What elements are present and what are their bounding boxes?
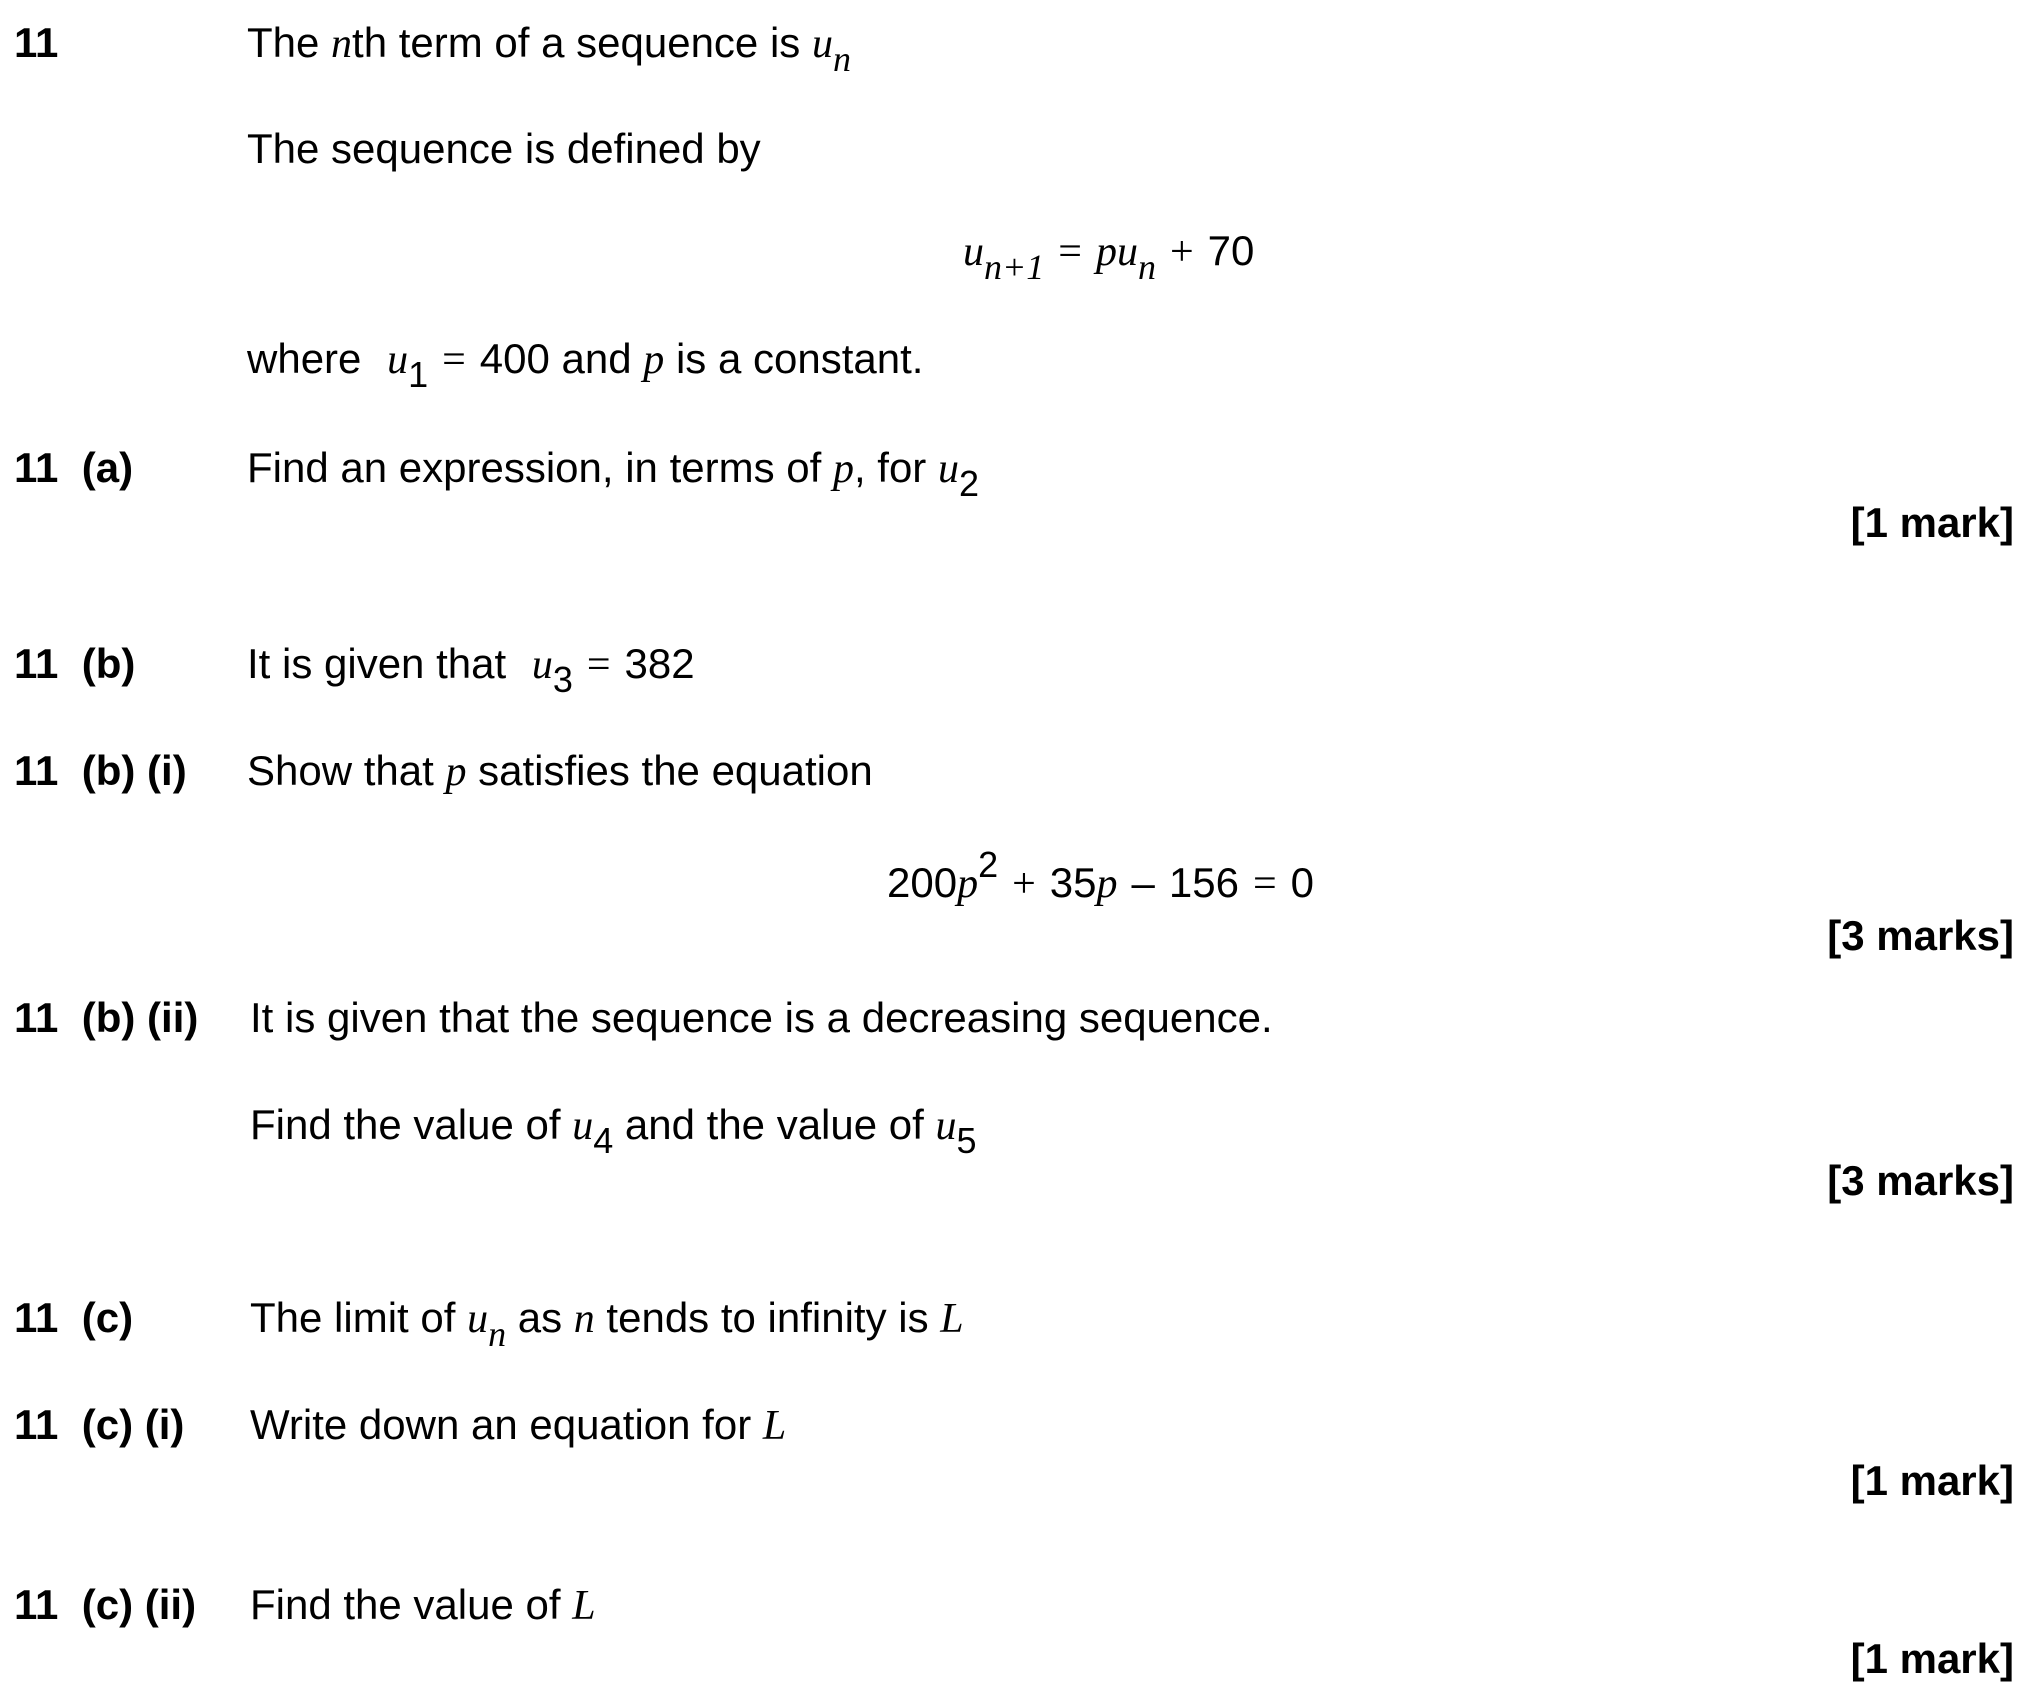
question-number: 11 bbox=[14, 19, 59, 66]
part-number: 11 bbox=[14, 1401, 59, 1448]
part-c-i-text bbox=[250, 1401, 787, 1449]
part-number: 11 bbox=[14, 640, 59, 687]
math-subscript: n bbox=[488, 1314, 507, 1354]
math-subscript: n+1 bbox=[984, 247, 1045, 287]
quadratic-equation bbox=[887, 844, 1314, 907]
recurrence-equation bbox=[963, 227, 1255, 287]
math-L: L bbox=[572, 1583, 596, 1629]
math-equals: = bbox=[1058, 229, 1082, 275]
question-text: Find the value of bbox=[250, 1581, 573, 1628]
math-L: L bbox=[940, 1296, 964, 1342]
part-a-marks: [1 mark] bbox=[1850, 499, 2014, 546]
math-number: 35 bbox=[1049, 859, 1097, 906]
math-superscript: 2 bbox=[978, 844, 999, 885]
math-p: p bbox=[957, 861, 979, 907]
math-subscript: 5 bbox=[956, 1120, 977, 1161]
intro-text: th term of a sequence is bbox=[352, 19, 812, 66]
question-text: The limit of bbox=[250, 1294, 468, 1341]
part-number: 11 bbox=[14, 747, 59, 794]
math-u: u bbox=[937, 446, 959, 492]
math-u: u bbox=[935, 1103, 957, 1149]
math-n: n bbox=[573, 1296, 595, 1342]
question-text: Show that bbox=[247, 747, 446, 794]
part-letter: (c) (i) bbox=[81, 1401, 185, 1448]
intro-text: where bbox=[247, 335, 374, 382]
intro-text: The bbox=[247, 19, 332, 66]
math-u: u bbox=[387, 337, 409, 383]
math-subscript: 4 bbox=[593, 1120, 614, 1161]
part-b-label bbox=[14, 640, 136, 687]
part-c-label bbox=[14, 1294, 134, 1341]
math-plus: + bbox=[1169, 229, 1194, 275]
question-text: Write down an equation for bbox=[250, 1401, 763, 1448]
math-p: p bbox=[445, 749, 467, 795]
math-number: 200 bbox=[887, 859, 958, 906]
math-subscript: 2 bbox=[958, 463, 979, 504]
question-text: as bbox=[506, 1294, 574, 1341]
math-p: p bbox=[832, 446, 854, 492]
math-subscript: 3 bbox=[552, 659, 573, 700]
math-p: p bbox=[643, 337, 665, 383]
math-equals: = bbox=[1252, 861, 1277, 907]
part-a-label bbox=[14, 444, 134, 491]
question-text: satisfies the equation bbox=[466, 747, 873, 794]
math-plus: + bbox=[1012, 861, 1036, 907]
part-c-i-marks: [1 mark] bbox=[1850, 1457, 2014, 1504]
part-number: 11 bbox=[14, 994, 59, 1041]
math-number: 400 bbox=[479, 335, 550, 382]
part-number: 11 bbox=[14, 1294, 59, 1341]
math-u: u bbox=[811, 21, 833, 67]
part-b-text bbox=[247, 640, 695, 700]
math-number: 382 bbox=[624, 640, 695, 687]
math-equals: = bbox=[586, 642, 611, 688]
part-letter: (a) bbox=[81, 444, 134, 491]
part-c-ii-marks: [1 mark] bbox=[1850, 1635, 2014, 1682]
part-b-ii-text-1: It is given that the sequence is a decreasing sequence. bbox=[250, 994, 1273, 1041]
math-subscript: n bbox=[832, 39, 851, 79]
part-b-i-marks: [3 marks] bbox=[1827, 912, 2014, 959]
part-b-ii-label bbox=[14, 994, 199, 1041]
part-a-text bbox=[247, 444, 979, 504]
math-subscript: n bbox=[1137, 247, 1156, 287]
math-subscript: 1 bbox=[408, 354, 429, 395]
part-letter: (b) (ii) bbox=[81, 994, 199, 1041]
part-b-i-label bbox=[14, 747, 187, 794]
math-number: 156 bbox=[1168, 859, 1239, 906]
part-letter: (b) (i) bbox=[81, 747, 187, 794]
question-text: and the value of bbox=[613, 1101, 936, 1148]
math-pu: pu bbox=[1095, 229, 1138, 275]
part-letter: (c) (ii) bbox=[81, 1581, 197, 1628]
question-text: , for bbox=[853, 444, 938, 491]
part-b-ii-text-2 bbox=[250, 1101, 977, 1161]
intro-line-3 bbox=[247, 335, 924, 395]
part-c-text bbox=[250, 1294, 964, 1354]
intro-text: and bbox=[549, 335, 644, 382]
part-c-ii-text bbox=[250, 1581, 596, 1629]
math-minus: – bbox=[1131, 859, 1155, 906]
math-u: u bbox=[531, 642, 553, 688]
math-u: u bbox=[467, 1296, 489, 1342]
intro-line-1 bbox=[247, 19, 851, 79]
question-text: Find an expression, in terms of bbox=[247, 444, 833, 491]
part-b-i-text bbox=[247, 747, 873, 795]
question-text: It is given that bbox=[247, 640, 518, 687]
math-p: p bbox=[1096, 861, 1118, 907]
part-number: 11 bbox=[14, 1581, 59, 1628]
intro-text: is a constant. bbox=[664, 335, 924, 382]
math-number: 0 bbox=[1290, 859, 1314, 906]
question-text: Find the value of bbox=[250, 1101, 573, 1148]
intro-line-2: The sequence is defined by bbox=[247, 125, 761, 172]
part-c-ii-label bbox=[14, 1581, 197, 1628]
part-number: 11 bbox=[14, 444, 59, 491]
part-b-ii-marks: [3 marks] bbox=[1827, 1157, 2014, 1204]
part-c-i-label bbox=[14, 1401, 185, 1448]
math-u: u bbox=[572, 1103, 594, 1149]
math-n: n bbox=[331, 21, 353, 67]
question-text: tends to infinity is bbox=[594, 1294, 941, 1341]
part-letter: (b) bbox=[81, 640, 136, 687]
math-L: L bbox=[762, 1403, 787, 1449]
math-number: 70 bbox=[1207, 227, 1255, 274]
part-letter: (c) bbox=[81, 1294, 134, 1341]
math-equals: = bbox=[442, 337, 466, 383]
math-u: u bbox=[963, 229, 984, 275]
